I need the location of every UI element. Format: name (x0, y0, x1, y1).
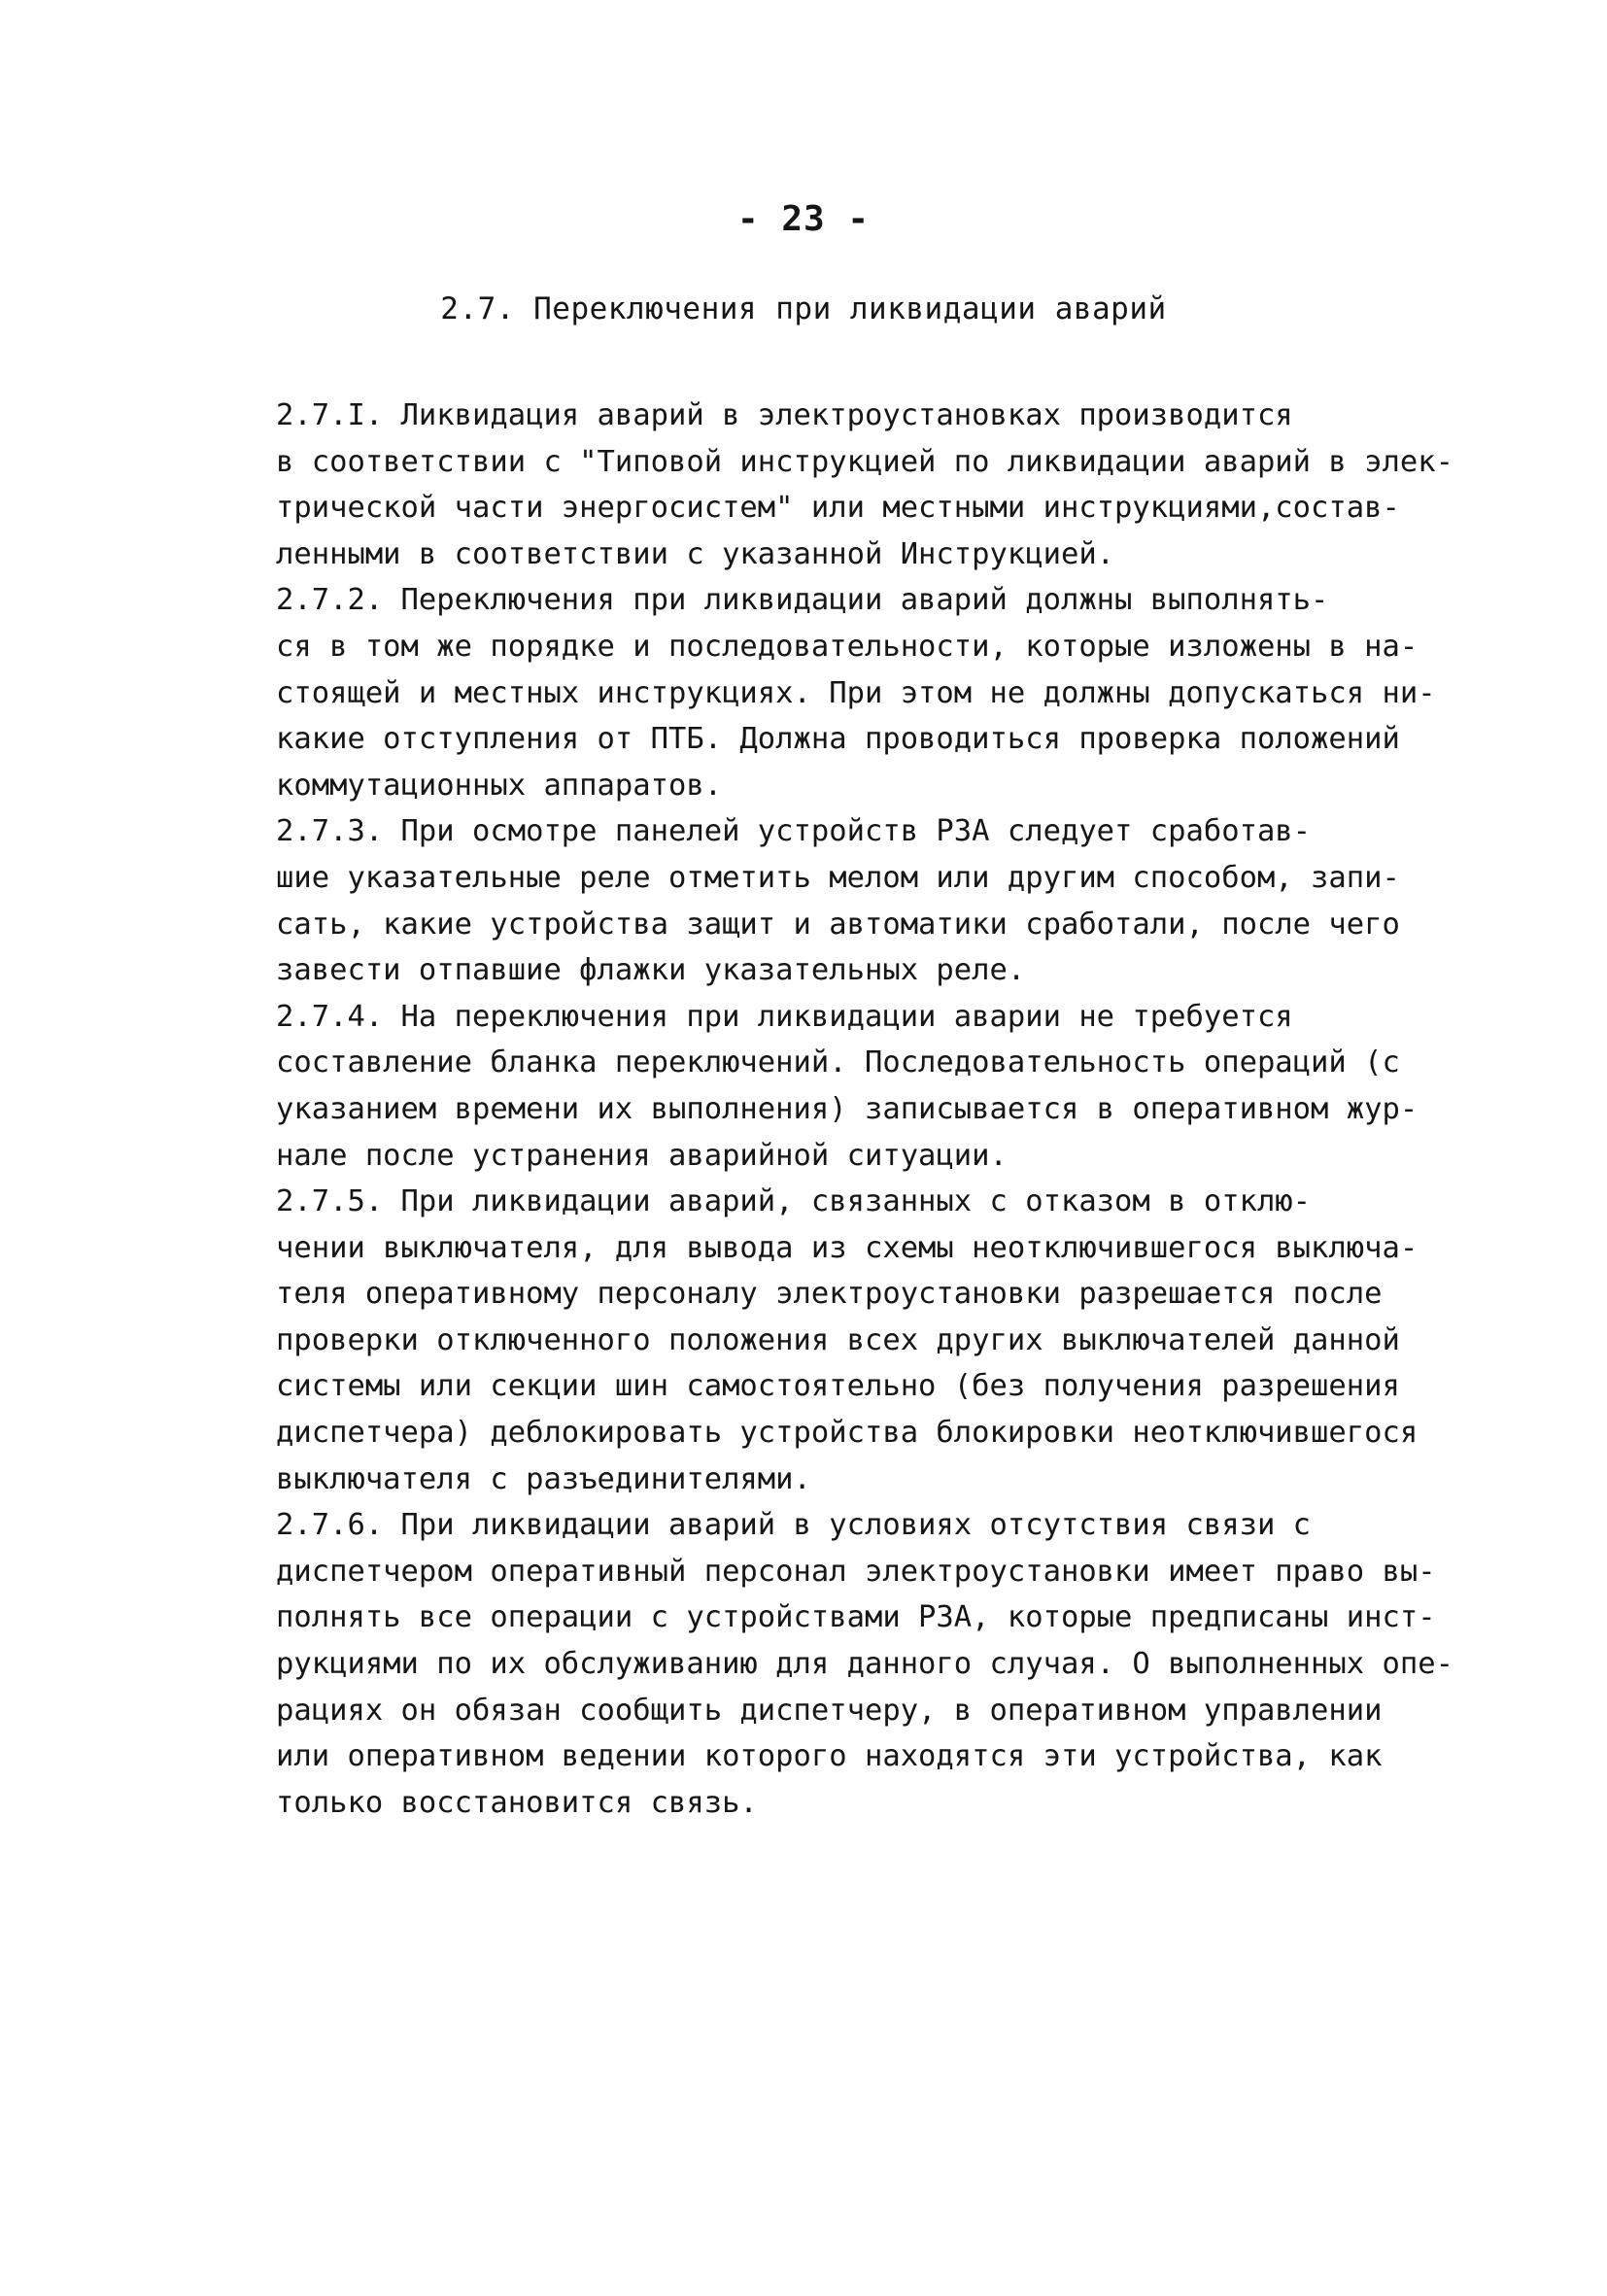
text-line: чении выключателя, для вывода из схемы неотключившегося выключа- (276, 1230, 1419, 1265)
text-line: какие отступления от ПТБ. Должна проводиться проверка положений (276, 722, 1400, 757)
text-line: системы или секции шин самостоятельно (без получения разрешения (276, 1369, 1400, 1404)
text-line: стоящей и местных инструкциях. При этом не должны допускаться ни- (276, 675, 1436, 710)
text-line: указанием времени их выполнения) записывается в оперативном жур- (276, 1091, 1419, 1126)
text-line: ленными в соответствии с указанной Инструкцией. (276, 536, 1115, 571)
text-line: завести отпавшие флажки указательных реле. (276, 953, 1026, 988)
text-line: коммутационных аппаратов. (276, 768, 723, 803)
text-line: диспетчером оперативный персонал электроустановки имеет право вы- (276, 1554, 1436, 1589)
text-line: или оперативном ведении которого находятся эти устройства, как (276, 1739, 1383, 1774)
text-line: 2.7.6. При ликвидации аварий в условиях отсутствия связи с (276, 1508, 1312, 1543)
text-line: проверки отключенного положения всех других выключателей данной (276, 1322, 1400, 1357)
text-line: шие указательные реле отметить мелом или другим способом, запи- (276, 860, 1400, 895)
paragraph-2-7-3 (157, 808, 1450, 993)
section-title: 2.7. Переключения при ликвидации аварий (440, 291, 1167, 326)
paragraph-2-7-4 (157, 994, 1450, 1179)
text-line: сать, какие устройства защит и автоматики сработали, после чего (276, 907, 1400, 942)
text-line: нале после устранения аварийной ситуации. (276, 1138, 1008, 1173)
paragraph-2-7-5 (157, 1179, 1450, 1502)
text-line: полнять все операции с устройствами РЗА, которые предписаны инст- (276, 1600, 1436, 1635)
text-line: 2.7.5. При ликвидации аварий, связанных с отказом в отклю- (276, 1184, 1312, 1219)
paragraph-2-7-1 (157, 393, 1453, 577)
text-line: рукциями по их обслуживанию для данного случая. О выполненных опе- (276, 1647, 1453, 1682)
text-line: 2.7.I. Ликвидация аварий в электроустановках производится (276, 398, 1293, 432)
text-line: ся в том же порядке и последовательности, которые изложены в на- (276, 629, 1419, 664)
text-line: 2.7.4. На переключения при ликвидации аварии не требуется (276, 999, 1293, 1034)
text-line: составление бланка переключений. Последовательность операций (с (276, 1045, 1400, 1080)
page-number: - 23 - (736, 199, 871, 239)
text-line: трической части энергосистем" или местными инструкциями,состав- (276, 491, 1400, 526)
text-line: теля оперативному персоналу электроустановки разрешается после (276, 1277, 1383, 1312)
paragraph-2-7-6 (157, 1502, 1453, 1826)
text-line: выключателя с разъединителями. (276, 1461, 811, 1496)
text-line: только восстановится связь. (276, 1785, 758, 1820)
text-line: рациях он обязан сообщить диспетчеру, в оперативном управлении (276, 1693, 1383, 1728)
text-line: 2.7.3. При осмотре панелей устройств РЗА следует сработав- (276, 814, 1312, 849)
text-line: 2.7.2. Переключения при ликвидации аварий должны выполнять- (276, 583, 1329, 618)
document-body (157, 393, 1453, 1826)
text-line: в соответствии с "Типовой инструкцией по ликвидации аварий в элек- (276, 444, 1453, 479)
text-line: диспетчера) деблокировать устройства блокировки неотключившегося (276, 1416, 1419, 1451)
paragraph-2-7-2 (157, 577, 1450, 808)
